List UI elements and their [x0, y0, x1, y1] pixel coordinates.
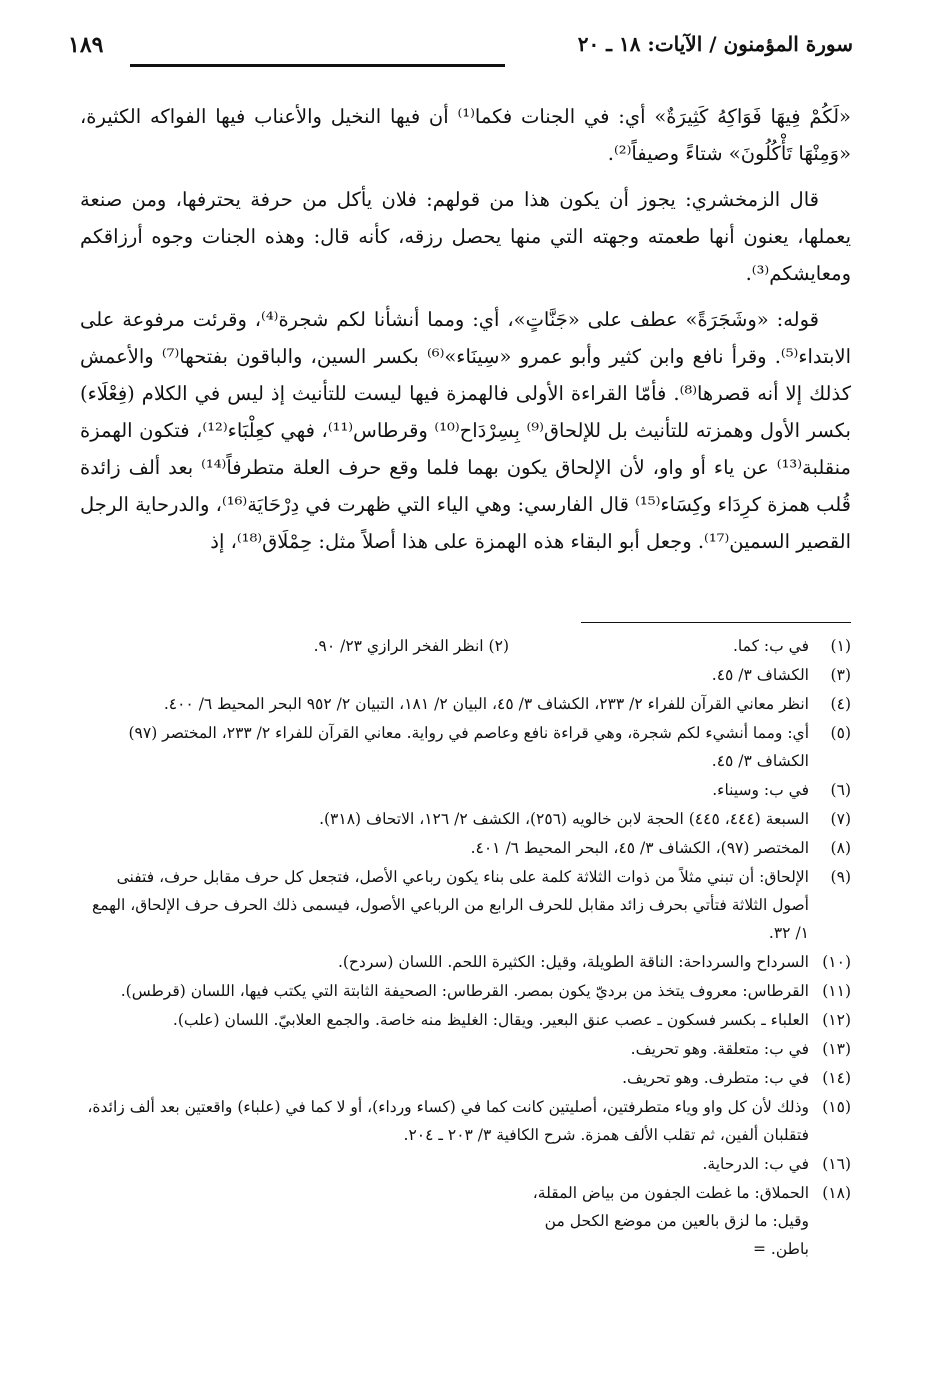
footnote-text: الحملاق: ما غطت الجفون من بياض المقلة، وقيل: ما لزق بالعين من موضع الكحل من باطن. =: [532, 1184, 809, 1258]
footnote: [78, 661, 851, 689]
footnote-separator: [581, 622, 851, 623]
footnote-pair: [78, 632, 851, 661]
footnote-number: (١٨): [822, 1184, 851, 1202]
footnote-text: في ب: متطرف. وهو تحريف.: [622, 1069, 809, 1087]
footnote: [78, 1035, 851, 1063]
paragraph: «لَكُمْ فِيهَا فَوَاكِهُ كَثِيرَةٌ» أي: في الجنات فكما⁽¹⁾ أن فيها النخيل والأعناب فيها الفواكه الكثيرة، «وَمِنْهَا تَأْكُلُونَ» شتاءً وصيفاً⁽²⁾.: [80, 105, 851, 165]
footnote-number: (١٦): [822, 1155, 851, 1173]
footnote-number: (١٢): [822, 1011, 851, 1029]
footnote-text: انظر الفخر الرازي ٢٣/ ٩٠.: [313, 637, 484, 655]
footnote: [78, 977, 851, 1005]
footnote: [78, 719, 851, 775]
footnote: [78, 1093, 851, 1149]
footnote-number: (١٣): [822, 1040, 851, 1058]
footnote: [78, 776, 851, 804]
footnote-text: القرطاس: معروف يتخذ من برديّ يكون بمصر. القرطاس: الصحيفة الثابتة التي يكتب فيها، اللسان (قرطس).: [120, 982, 809, 1000]
footnote-number: (١): [830, 637, 851, 655]
footnote: [78, 690, 851, 718]
footnote-number: (٩): [830, 868, 851, 886]
header-rule: [130, 64, 505, 67]
footnote-text: في ب: وسيناء.: [712, 781, 809, 799]
footnote: [209, 632, 509, 660]
paragraph: قوله: «وشَجَرَةً» عطف على «جَنَّاتٍ»، أي: ومما أنشأنا لكم شجرة⁽⁴⁾، وقرئت مرفوعة على الابتداء⁽⁵⁾. وقرأ نافع وابن كثير وأبو عمرو «سِينَاء»⁽⁶⁾ بكسر السين، والباقون بفتحها⁽⁷⁾ والأعمش كذلك إلا أنه قصرها⁽⁸⁾. فأمّا القراءة الأولى فالهمزة فيها ليست للتأنيث إذ ليس في الكلام (فِعْلَاء) بكسر الأول وهمزته للتأنيث بل للإلحاق⁽⁹⁾ بِسِرْدَاح⁽¹⁰⁾ وقرطاس⁽¹¹⁾، فهي كعِلْبَاء⁽¹²⁾، فتكون الهمزة منقلبة⁽¹³⁾ عن ياء أو واو، لأن الإلحاق يكون بهما فلما وقع حرف العلة متطرفاً⁽¹⁴⁾ بعد ألف زائدة قُلب همزة كرِدَاء وكِسَاء⁽¹⁵⁾ قال الفارسي: وهي الياء التي ظهرت في دِرْحَايَة⁽¹⁶⁾، والدرحاية الرجل القصير السمين⁽¹⁷⁾. وجعل أبو البقاء هذه الهمزة على هذا أصلاً مثل: حِمْلَاق⁽¹⁸⁾، إذ: [80, 308, 851, 553]
footnote: [78, 863, 851, 947]
footnote: [509, 632, 851, 660]
footnote-number: (٧): [830, 810, 851, 828]
footnote: [78, 1264, 851, 1292]
footnote-number: (٦): [830, 781, 851, 799]
running-title: سورة المؤمنون / الآيات: ١٨ ـ ٢٠: [577, 32, 853, 56]
page-header: [68, 30, 853, 66]
main-text: [80, 98, 851, 569]
footnote-pair: [78, 1179, 851, 1264]
footnote-text: في ب: كما.: [733, 637, 809, 655]
footnote-text: الإلحاق: أن تبني مثلاً من ذوات الثلاثة كلمة على بناء يكون رباعي الأصل، فتجعل كل حرف مقابل حرف، فتفنى أصول الثلاثة فتأتي بحرف زائد مقابل للحرف الرابع من الرباعي الأصول، فيسمى ذلك الحرف حرف الإلحاق، الهمع ١/ ٣٢.: [91, 868, 809, 942]
footnote: [78, 805, 851, 833]
footnote-text: السبعة (٤٤٤، ٤٤٥) الحجة لابن خالويه (٢٥٦)، الكشف ٢/ ١٢٦، الاتحاف (٣١٨).: [319, 810, 809, 828]
footnote-number: (١٠): [822, 953, 851, 971]
footnote-number: (١٥): [822, 1098, 851, 1116]
footnote: [78, 948, 851, 976]
footnote: [78, 1006, 851, 1034]
footnote: [509, 1179, 851, 1263]
footnote: [209, 1179, 509, 1263]
footnote-text: وذلك لأن كل واو وياء متطرفتين، أصليتين كانت كما في (كساء ورداء)، أو لا كما في (علباء) واقعتين بعد ألف زائدة، فتقلبان ألفين، ثم تقلب الألف همزة. شرح الكافية ٣/ ٢٠٣ ـ ٢٠٤.: [87, 1098, 809, 1144]
footnote-text: الكشاف ٣/ ٤٥.: [711, 666, 809, 684]
page-number: ١٨٩: [68, 32, 104, 58]
footnote-text: في ب: الدرحاية.: [702, 1155, 809, 1173]
footnote: [78, 1150, 851, 1178]
footnote-text: السرداح والسرداحة: الناقة الطويلة، وقيل: الكثيرة اللحم. اللسان (سردح).: [337, 953, 809, 971]
footnote: [78, 834, 851, 862]
footnote-text: أي: ومما أنشيء لكم شجرة، وهي قراءة نافع وعاصم في رواية. معاني القرآن للفراء ٢/ ٢٣٣، المختصر (٩٧) الكشاف ٣/ ٤٥.: [128, 724, 809, 770]
footnote-number: (٤): [830, 695, 851, 713]
footnote-number: (١١): [822, 982, 851, 1000]
footnote-number: (٨): [830, 839, 851, 857]
footnote-text: المختصر (٩٧)، الكشاف ٣/ ٤٥، البحر المحيط ٦/ ٤٠١.: [470, 839, 809, 857]
footnote-number: (٥): [830, 724, 851, 742]
footnote-number: (٣): [830, 666, 851, 684]
footnote: [78, 1064, 851, 1092]
footnote-text: انظر معاني القرآن للفراء ٢/ ٢٣٣، الكشاف ٣/ ٤٥، البيان ٢/ ١٨١، التبيان ٢/ ٩٥٢ البحر المحيط ٦/ ٤٠٠.: [163, 695, 809, 713]
footnote-text: العلباء ـ بكسر فسكون ـ عصب عنق البعير. ويقال: الغليظ منه خاصة. والجمع العلابيّ. اللسان (علب).: [172, 1011, 809, 1029]
footnote-text: في ب: متعلقة. وهو تحريف.: [630, 1040, 809, 1058]
paragraph: قال الزمخشري: يجوز أن يكون هذا من قولهم: فلان يأكل من حرفة يحترفها، ومن صنعة يعملها، يعنون أنها طعمته وجهته التي منها يحصل رزقه، كأنه قال: وهذه الجنات وجوه أرزاقكم ومعايشكم⁽³⁾.: [80, 188, 851, 285]
footnote-number: (١٤): [822, 1069, 851, 1087]
footnotes: [78, 632, 851, 1293]
footnote-number: (٢): [488, 637, 509, 655]
